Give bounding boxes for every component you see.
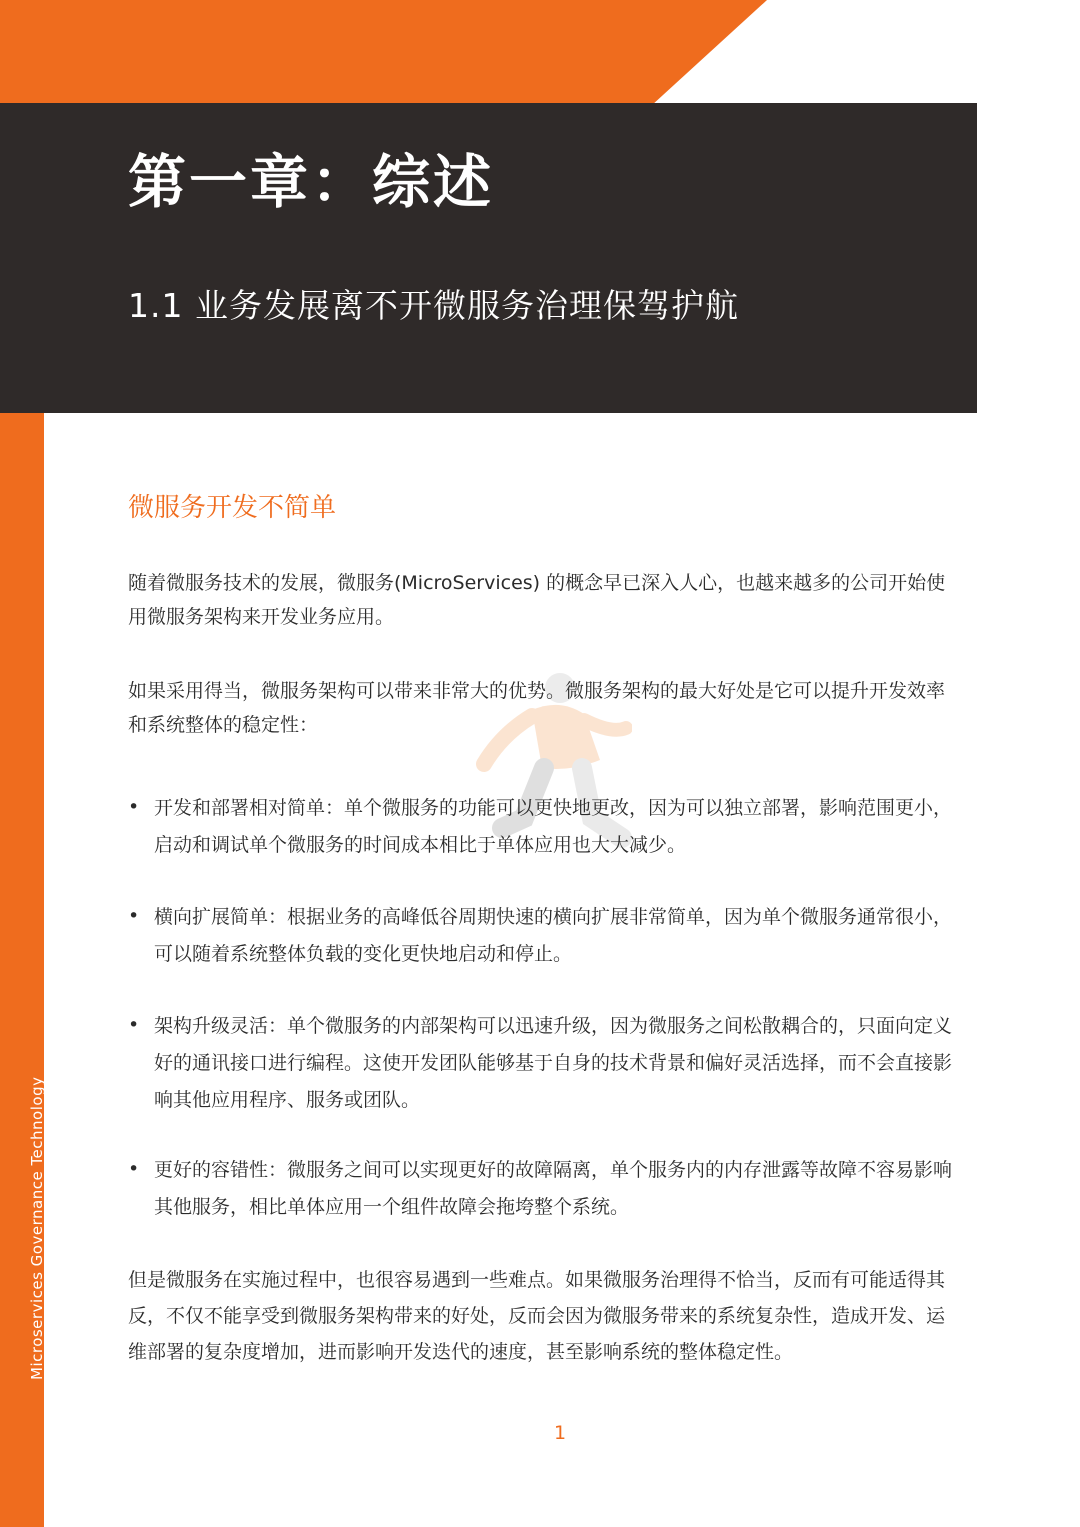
bullet-icon: •	[128, 796, 140, 818]
section-subheading: 微服务开发不简单	[128, 493, 337, 523]
list-item	[128, 790, 958, 864]
list-item-text: 架构升级灵活：单个微服务的内部架构可以迅速升级，因为微服务之间松散耦合的，只面向定义好的通讯接口进行编程。这使开发团队能够基于自身的技术背景和偏好灵活选择，而不会直接影响其他应用程序、服务或团队。	[154, 1015, 953, 1111]
list-item	[128, 899, 958, 973]
list-item-text: 开发和部署相对简单：单个微服务的功能可以更快地更改，因为可以独立部署，影响范围更小，启动和调试单个微服务的时间成本相比于单体应用也大大减少。	[154, 797, 953, 856]
bullet-icon: •	[128, 1158, 140, 1180]
closing-paragraph: 但是微服务在实施过程中，也很容易遇到一些难点。如果微服务治理得不恰当，反而有可能适得其反，不仅不能享受到微服务架构带来的好处，反而会因为微服务带来的系统复杂性，造成开发、运维部署的复杂度增加，进而影响开发迭代的速度，甚至影响系统的整体稳定性。	[128, 1269, 946, 1363]
chapter-title: 第一章：综述	[128, 148, 495, 216]
intro-paragraph: 如果采用得当，微服务架构可以带来非常大的优势。微服务架构的最大好处是它可以提升开发效率和系统整体的稳定性：	[128, 680, 946, 736]
page-number: 1	[553, 1422, 567, 1444]
orange-corner-decoration	[0, 0, 767, 103]
bullet-icon: •	[128, 905, 140, 927]
list-item-text: 更好的容错性：微服务之间可以实现更好的故障隔离，单个服务内的内存泄露等故障不容易影响其他服务，相比单体应用一个组件故障会拖垮整个系统。	[154, 1159, 953, 1218]
list-item	[128, 1152, 958, 1226]
intro-paragraph: 随着微服务技术的发展，微服务(MicroServices) 的概念早已深入人心，也越来越多的公司开始使用微服务架构来开发业务应用。	[128, 572, 946, 628]
list-item	[128, 1008, 958, 1119]
section-title: 1.1 业务发展离不开微服务治理保驾护航	[128, 286, 739, 325]
list-item-text: 横向扩展简单：根据业务的高峰低谷周期快速的横向扩展非常简单，因为单个微服务通常很小，可以随着系统整体负载的变化更快地启动和停止。	[154, 906, 953, 965]
sidebar-vertical-text: Microservices Governance Technology	[28, 1076, 46, 1380]
bullet-icon: •	[128, 1014, 140, 1036]
